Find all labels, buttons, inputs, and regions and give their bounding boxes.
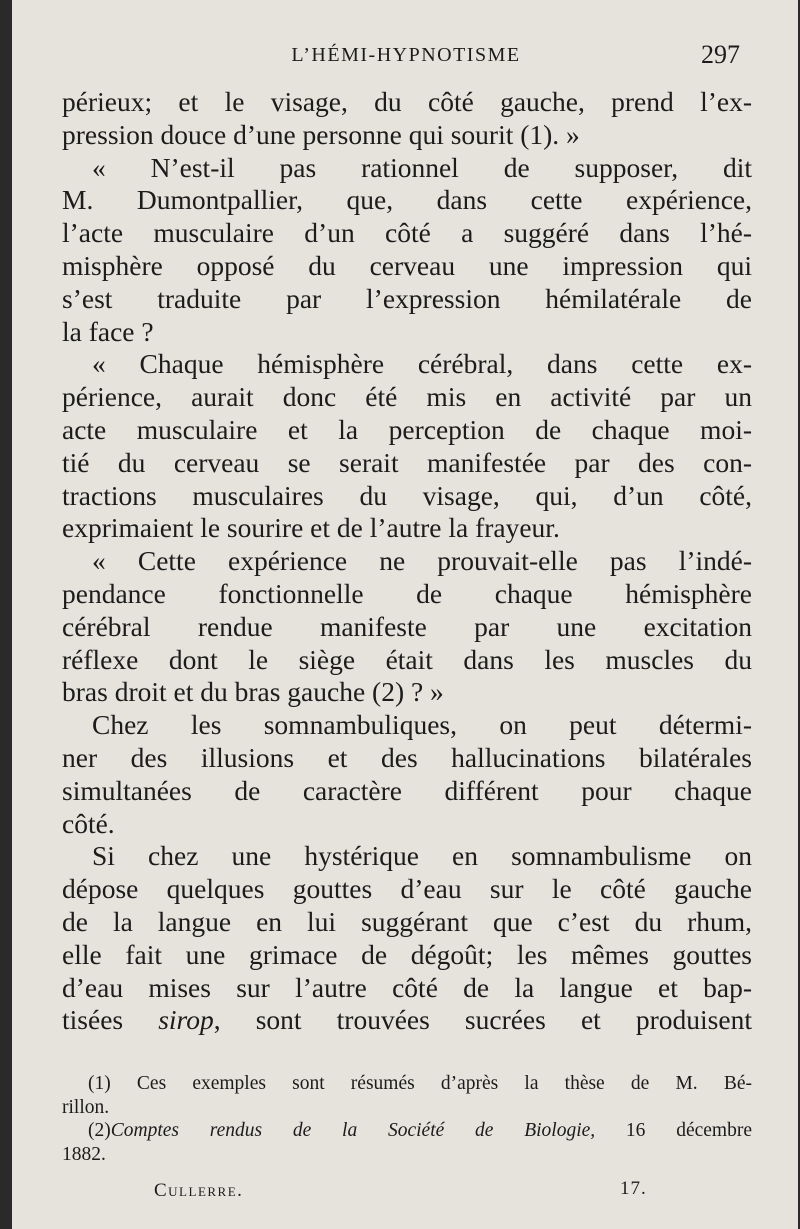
text-line: pendance fonctionnelle de chaque hémisphère xyxy=(62,577,752,609)
text-line: « N’est-il pas rationnel de supposer, dit xyxy=(92,151,752,183)
text-line: Si chez une hystérique en somnambulisme on xyxy=(92,840,752,872)
text-line: périence, aurait donc été mis en activité par un xyxy=(62,381,752,413)
text-line: d’eau mises sur l’autre côté de la langue et bap- xyxy=(62,971,752,1003)
footnote-line: rillon. xyxy=(62,1096,110,1118)
text-line: cérébral rendue manifeste par une excitation xyxy=(62,610,752,642)
italic-word: sirop xyxy=(158,1004,214,1036)
printer-signature: Cullerre. xyxy=(154,1180,244,1201)
footnote-line: (1) Ces exemples sont résumés d’après la thèse de M. Bé- xyxy=(88,1073,752,1094)
footnote-ref: (2) xyxy=(88,1120,111,1141)
text-line: Chez les somnambuliques, on peut détermi- xyxy=(92,709,752,741)
running-head xyxy=(72,36,740,76)
text-line: ner des illusions et des hallucinations bilatérales xyxy=(62,741,752,773)
running-title: L’HÉMI-HYPNOTISME xyxy=(291,44,521,66)
text-line: réflexe dont le siège était dans les muscles du xyxy=(62,643,752,675)
text-line: « Chaque hémisphère cérébral, dans cette ex- xyxy=(92,348,752,380)
text-line: tractions musculaires du visage, qui, d’un côté, xyxy=(62,479,752,511)
page-number: 297 xyxy=(701,40,740,69)
text-line: misphère opposé du cerveau une impression qui xyxy=(62,249,752,281)
text-line: s’est traduite par l’expression hémilatérale de xyxy=(62,282,752,314)
page-footer xyxy=(72,1176,740,1206)
text-line: exprimaient le sourire et de l’autre la frayeur. xyxy=(62,512,560,544)
text-line: M. Dumontpallier, que, dans cette expérience, xyxy=(62,184,752,216)
text-line: simultanées de caractère différent pour chaque xyxy=(62,774,752,806)
footnote-line xyxy=(62,1119,752,1143)
footnote-line: 1882. xyxy=(62,1143,106,1165)
text-line: elle fait une grimace de dégoût; les mêmes gouttes xyxy=(62,938,752,970)
text-line: pression douce d’une personne qui sourit (1). » xyxy=(62,118,580,150)
footnotes xyxy=(62,1072,752,1166)
text-fragment: , sont trouvées sucrées et produisent xyxy=(213,1004,752,1036)
text-line: dépose quelques gouttes d’eau sur le côté gauche xyxy=(62,873,752,905)
text-line: côté. xyxy=(62,807,115,839)
text-line: la face ? xyxy=(62,315,154,347)
footnote-date: 16 décembre xyxy=(595,1120,752,1141)
text-line: de la langue en lui suggérant que c’est du rhum, xyxy=(62,905,752,937)
signature-mark: 17. xyxy=(620,1178,647,1199)
body-text xyxy=(62,86,752,1037)
text-fragment: tisées xyxy=(62,1004,159,1036)
text-line: périeux; et le visage, du côté gauche, prend l’ex- xyxy=(62,86,752,117)
text-line xyxy=(62,1004,752,1037)
text-line: tié du cerveau se serait manifestée par des con- xyxy=(62,446,752,478)
footnote-citation: Comptes rendus de la Société de Biologie, xyxy=(110,1120,596,1141)
text-line: acte musculaire et la perception de chaque moi- xyxy=(62,413,752,445)
text-line: l’acte musculaire d’un côté a suggéré dans l’hé- xyxy=(62,217,752,249)
text-line: bras droit et du bras gauche (2) ? » xyxy=(62,676,444,708)
text-line: « Cette expérience ne prouvait-elle pas l’indé- xyxy=(92,545,752,577)
book-page xyxy=(12,0,798,1229)
